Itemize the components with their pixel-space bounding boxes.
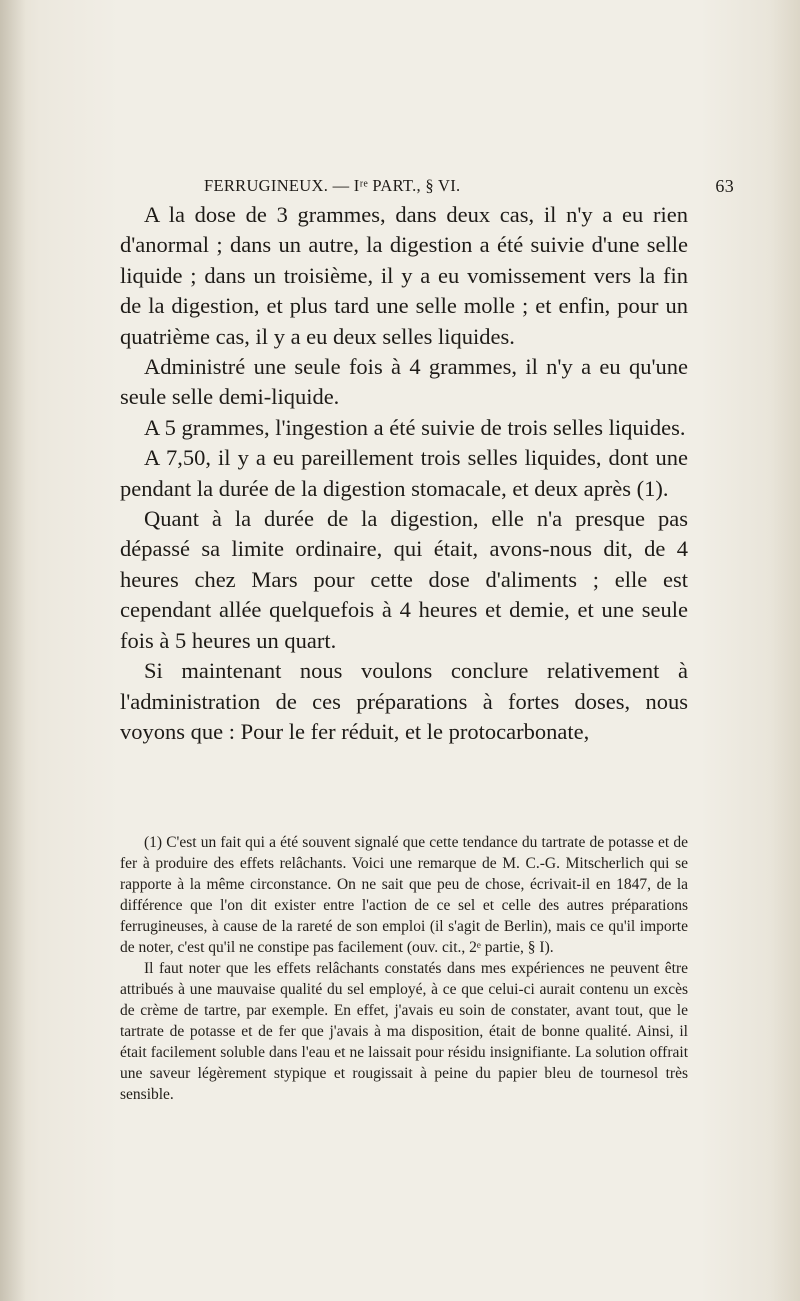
footnote: (1) C'est un fait qui a été souvent signalé que cette tendance du tartrate de potasse et de fer à produire des effets relâchants. Voici une remarque de M. C.-G. Mitscherlich qui se rapporte à la même circonstance. On ne sait que peu de chose, écrivait-il en 1847, de la différence que l'on dit exister entre l'action de ce sel et celle des autres préparations ferrugineuses, à cause de la rareté de son emploi (il s'agit de Berlin), mais ce qu'il importe de noter, c'est qu'il ne constipe pas facilement (ouv. cit., 2ᵉ partie, § I). <box>120 834 688 956</box>
paragraph: Si maintenant nous voulons conclure relativement à l'administration de ces préparations à fortes doses, nous voyons que : Pour le fer réduit, et le protocarbonate, <box>120 658 688 744</box>
paragraph: A 7,50, il y a eu pareillement trois selles liquides, dont une pendant la durée de la digestion stomacale, et deux après (1). <box>120 445 688 501</box>
paragraph: A 5 grammes, l'ingestion a été suivie de trois selles liquides. <box>144 414 686 440</box>
running-title: FERRUGINEUX. — Iʳᵉ PART., § VI. <box>204 176 461 195</box>
main-text <box>120 200 688 747</box>
page-number: 63 <box>715 176 734 196</box>
page-header <box>204 176 734 200</box>
footnotes <box>120 832 688 1105</box>
page-fold-shadow <box>0 0 26 1301</box>
paragraph: Administré une seule fois à 4 grammes, il n'y a eu qu'une seule selle demi-liquide. <box>120 354 688 410</box>
paragraph: A la dose de 3 grammes, dans deux cas, il n'y a eu rien d'anormal ; dans un autre, la digestion a été suivie d'une selle liquide ; dans un troisième, il y a eu vomissement vers la fin de la digestion, et plus tard une selle molle ; et enfin, pour un quatrième cas, il y a eu deux selles liquides. <box>120 202 688 349</box>
footnote: Il faut noter que les effets relâchants constatés dans mes expériences ne peuvent être attribués à une mauvaise qualité du sel employé, à ce que celui-ci aurait contenu un excès de crème de tartre, par exemple. En effet, j'avais eu soin de constater, avant tout, que le tartrate de potasse et de fer que j'avais à ma disposition, était de bonne qualité. Ainsi, il était facilement soluble dans l'eau et ne laissait pour résidu insignifiante. La solution offrait une saveur légèrement stypique et rougissait à peine du papier bleu de tournesol très sensible. <box>120 960 688 1103</box>
paragraph: Quant à la durée de la digestion, elle n'a presque pas dépassé sa limite ordinaire, qui était, avons-nous dit, de 4 heures chez Mars pour cette dose d'aliments ; elle est cependant allée quelquefois à 4 heures et demie, et une seule fois à 5 heures un quart. <box>120 506 688 653</box>
